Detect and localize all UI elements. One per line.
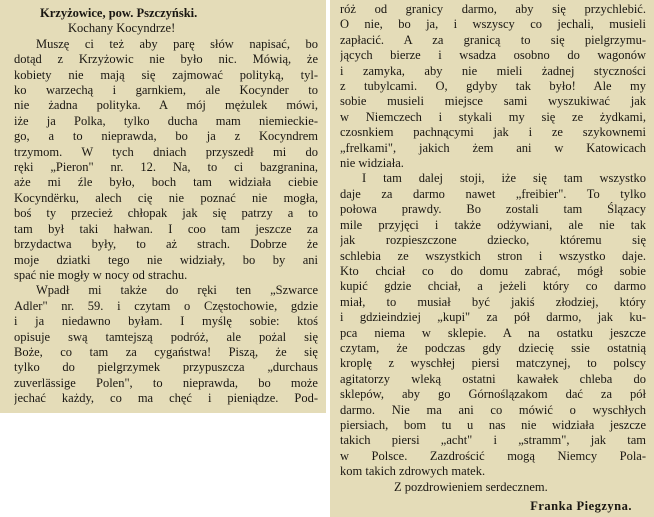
text-line: Muszę ci też aby parę słów napisać, bo	[36, 36, 318, 51]
text-line: I tam dalej stoji, iże się tam wszystko	[362, 171, 646, 186]
text-line: nie żadna polityka. A mój mężulek mówi,	[14, 98, 318, 113]
text-line: O nie, bo ja, i wszyscy co jechali, musieli	[340, 17, 646, 32]
letter-salutation: Kochany Kocyndrze!	[68, 21, 176, 36]
right-column	[330, 0, 654, 517]
text-line: moje dziatki tego nie widziały, bo by ani	[14, 252, 318, 267]
text-line: brzydactwa były, to aż strach. Dobrze że	[14, 237, 318, 252]
text-line: trzymom. W tych dniach przyszedł mi do	[14, 144, 318, 159]
letter-closing: Z pozdrowieniem serdecznem.	[394, 479, 548, 494]
text-line: boś ty przecież chłopak jak się patrzy a to	[14, 206, 318, 221]
text-line: spać nie mogły w nocy od strachu.	[14, 267, 188, 282]
text-line: kupić gdzie chciał, a jeżeli który co darmo	[340, 279, 646, 294]
text-line: Boże, co tam za cygaństwa! Piszą, że się	[14, 344, 318, 359]
text-line: daje za darmo nawet „freibier". To tylko	[340, 186, 646, 201]
letter-signature: Franka Piegzyna.	[530, 499, 632, 513]
text-line: sobie musieli miejsce sami wyszukiwać jak	[340, 94, 646, 109]
text-line: ręki „Pieron" nr. 12. Na, to ci bazgranina,	[14, 160, 318, 175]
text-line: schlebia ze wszystkich stron i wszystko daje.	[340, 248, 646, 263]
text-line: kobiety nie mają się zajmować polityką, tyl-	[14, 67, 318, 82]
text-line: darmo. Nie ma ani co mówić o wyschłych	[340, 402, 646, 417]
text-line: w Niemczech i stykali my się ze żydkami,	[340, 109, 646, 124]
left-column	[0, 0, 326, 413]
text-line: w Polsce. Zazdrościć mogą Niemcy Pola-	[340, 448, 646, 463]
text-line: nie widziała.	[340, 156, 404, 171]
text-line: kroplę z wyschłej piersi matczynej, to polscy	[340, 356, 646, 371]
text-line: mile przyjęci i także odżywiani, ale nie tak	[340, 217, 646, 232]
text-line: agitatorzy wleką ostatni kawałek chleba do	[340, 371, 646, 386]
text-line: Wpadł mi także do ręki ten „Szwarce	[36, 283, 318, 298]
letter-heading: Krzyżowice, pow. Pszczyński.	[40, 6, 198, 20]
text-line: jak rozpieszczone dziecko, któremu się	[340, 233, 646, 248]
text-line: Adler" nr. 59. i czytam o Częstochowie, gdzie	[14, 298, 318, 313]
text-line: Kto chciał co do domu zabrać, mógł sobie	[340, 263, 646, 278]
text-line: i zamyka, aby nie mieli żadnej styczności	[340, 63, 646, 78]
text-line: go, a to nieprawda, bo ja z Kocyndrem	[14, 129, 318, 144]
text-line: aże mi źle było, boch tam widziała ciebie	[14, 175, 318, 190]
text-line: czytam, że podczas gdy dziecię ssie ostatnią	[340, 340, 646, 355]
text-line: jących bierze i wsadza osobno do wagonów	[340, 48, 646, 63]
text-line: piersiach, bom tu u nas nie widziała jeszcze	[340, 417, 646, 432]
text-line: jechać każdy, co ma chęć i pieniądze. Pod-	[14, 391, 318, 406]
text-line: tam był taki hałwan. I coo tam jeszcze za	[14, 221, 318, 236]
text-line: czosnkiem pachnącymi jak i ze szykownemi	[340, 125, 646, 140]
text-line: „frelkami", jakich żem ani w Katowicach	[340, 140, 646, 155]
text-line: takich piersi „acht" i „stramm", jak tam	[340, 433, 646, 448]
text-line: połowa prawdy. Bo zostali tam Ślązacy	[340, 202, 646, 217]
text-line: dotąd z Krzyżowic nie było nic. Mówią, że	[14, 52, 318, 67]
text-line: zuverlässige Polen", to nieprawda, bo może	[14, 375, 318, 390]
text-line: pca niema w sklepie. A na ostatku jeszcze	[340, 325, 646, 340]
text-line: tylko do pielgrzymek przypuszcza „durchaus	[14, 360, 318, 375]
text-line: i ja niedawno byłam. I myślę sobie: ktoś	[14, 314, 318, 329]
text-line: miał, to musiał być jakiś złodziej, który	[340, 294, 646, 309]
text-line: z tubylcami. O, gdyby tak było! Ale my	[340, 79, 646, 94]
text-line: i gdzieindziej „kupi" za pół darmo, jak ku-	[340, 310, 646, 325]
text-line: ko warzechą i garnkiem, ale Kocynder to	[14, 83, 318, 98]
text-line: sklepów, aby go Górnoślązakom dać za pół	[340, 387, 646, 402]
text-line: róż od granicy darmo, aby się przychlebić.	[340, 2, 646, 16]
text-line: iże ja Polka, tylko ducha mam niemieckie-	[14, 113, 318, 128]
text-line: zapłacić. A za granicą to się pielgrzymu-	[340, 32, 646, 47]
text-line: opisuje swą tamtejszą podróż, ale pożal się	[14, 329, 318, 344]
text-line: kom takich zdrowych matek.	[340, 464, 486, 479]
text-line: Kocyndërku, alech cię nie poznać nie mogła,	[14, 190, 318, 205]
